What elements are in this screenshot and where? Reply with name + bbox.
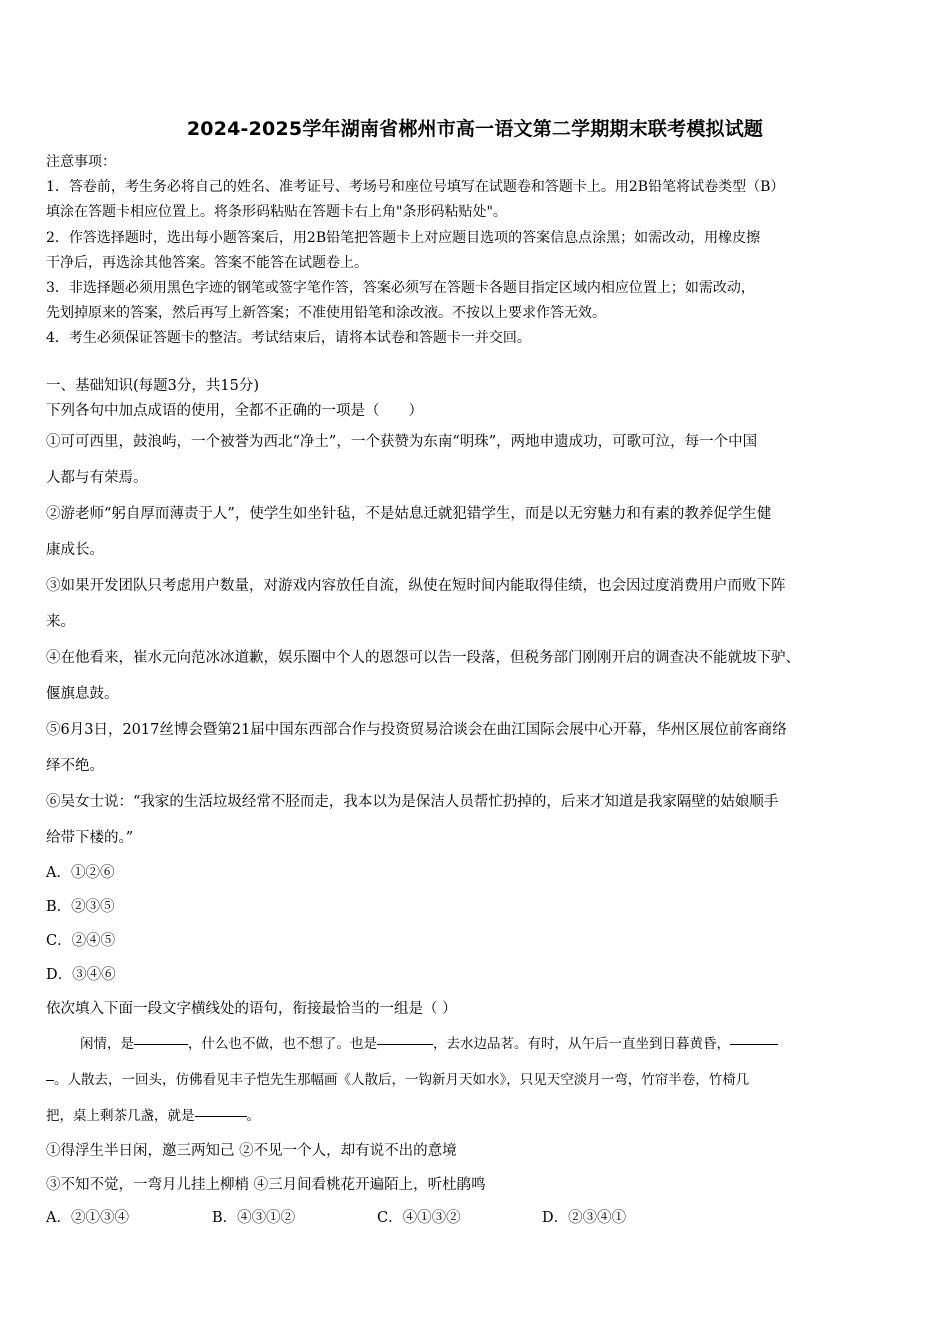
passage-text: 闲情，是 xyxy=(80,1036,134,1052)
passage-text: 把，桌上剩茶几盏，就是 xyxy=(46,1108,195,1124)
question-1-item xyxy=(46,712,908,784)
item-line: 偃旗息鼓。 xyxy=(46,686,119,702)
fill-blank xyxy=(134,1043,188,1045)
option-a[interactable]: A．①②⑥ xyxy=(46,865,115,881)
option-c[interactable]: C．②④⑤ xyxy=(46,933,116,949)
notice-section xyxy=(46,150,908,352)
question-1-item xyxy=(46,568,908,640)
fill-blank xyxy=(730,1043,778,1045)
notice-line: 填涂在答题卡相应位置上。将条形码粘贴在答题卡右上角"条形码粘贴处"。 xyxy=(46,204,507,221)
question-1-stem: 下列各句中加点成语的使用，全都不正确的一项是（ ） xyxy=(46,403,423,419)
passage-line xyxy=(46,1098,908,1134)
item-line: ④在他看来，崔水元向范冰冰道歉，娱乐圈中个人的恩怨可以告一段落，但税务部门刚刚开启的调查决不能就坡下驴、 xyxy=(46,650,800,666)
item-line: ①可可西里，鼓浪屿，一个被誉为西北“净土”，一个获赞为东南“明珠”，两地申遗成功，可歌可泣，每一个中国 xyxy=(46,434,758,450)
option-d[interactable]: D．③④⑥ xyxy=(46,967,116,983)
question-1-item xyxy=(46,496,908,568)
notice-heading: 注意事项： xyxy=(46,154,116,170)
passage-text: ，去水边品茗。有时，从午后一直坐到日暮黄昏， xyxy=(433,1036,730,1052)
item-line: 康成长。 xyxy=(46,542,104,558)
item-line: 绎不绝。 xyxy=(46,758,104,774)
item-line: 给带下楼的。” xyxy=(46,830,134,846)
fill-blank xyxy=(195,1115,247,1117)
notice-line: 干净后，再选涂其他答案。答案不能答在试题卷上。 xyxy=(46,254,368,271)
passage-text: 。人散去，一回头，仿佛看见丰子恺先生那幅画《人散后，一钩新月天如水》，只见天空淡月一弯，竹帘半卷，竹椅几 xyxy=(54,1072,750,1088)
passage-text: 。 xyxy=(246,1108,260,1124)
question-1-item xyxy=(46,640,908,712)
item-line: ②游老师“躬自厚而薄责于人”，使学生如坐针毡，不是姑息迁就犯错学生，而是以无穷魅力和有素的教养促学生健 xyxy=(46,506,772,522)
item-line: ③如果开发团队只考虑用户数量，对游戏内容放任自流，纵使在短时间内能取得佳绩，也会因过度消费用户而败下阵 xyxy=(46,578,786,594)
item-line: 来。 xyxy=(46,614,75,630)
item-line: ⑤6月3日，2017丝博会暨第21届中国东西部合作与投资贸易洽谈会在曲江国际会展中心开幕，华州区展位前客商络 xyxy=(46,722,787,738)
option-b[interactable]: B．④③①② xyxy=(212,1210,296,1226)
passage-text: ，什么也不做，也不想了。也是 xyxy=(188,1036,377,1052)
notice-line: 2．作答选择题时，选出每小题答案后，用2B铅笔把答题卡上对应题目选项的答案信息点涂黑；如需改动，用橡皮擦 xyxy=(46,229,761,246)
question-2-choices: ①得浮生半日闲，邀三两知己 ②不见一个人，却有说不出的意境 xyxy=(46,1143,457,1159)
notice-line: 1．答卷前，考生务必将自己的姓名、准考证号、考场号和座位号填写在试题卷和答题卡上。用2B铅笔将试卷类型（B） xyxy=(46,179,785,196)
question-1-item xyxy=(46,424,908,496)
option-b[interactable]: B．②③⑤ xyxy=(46,899,115,915)
fill-blank xyxy=(377,1043,433,1045)
notice-line: 3．非选择题必须用黑色字迹的钢笔或签字笔作答，答案必须写在答题卡各题目指定区域内相应位置上；如需改动， xyxy=(46,280,755,297)
question-2-stem: 依次填入下面一段文字横线处的语句，衔接最恰当的一组是（ ） xyxy=(46,1001,457,1017)
page-title: 2024-2025学年湖南省郴州市高一语文第二学期期末联考模拟试题 xyxy=(186,118,764,140)
item-line: 人都与有荣焉。 xyxy=(46,470,148,486)
section-heading: 一、基础知识(每题3分，共15分) xyxy=(46,378,259,394)
question-2-choices: ③不知不觉，一弯月儿挂上柳梢 ④三月间看桃花开遍陌上，听杜鹃鸣 xyxy=(46,1177,486,1193)
question-2-passage xyxy=(46,1026,908,1134)
notice-line: 4．考生必须保证答题卡的整洁。考试结束后，请将本试卷和答题卡一并交回。 xyxy=(46,330,531,347)
fill-blank xyxy=(46,1079,54,1081)
passage-line xyxy=(46,1026,908,1062)
item-line: ⑥吴女士说：“我家的生活垃圾经常不胫而走，我本以为是保洁人员帮忙扔掉的，后来才知道是我家隔壁的姑娘顺手 xyxy=(46,794,779,810)
option-d[interactable]: D．②③④① xyxy=(542,1210,627,1226)
notice-line: 先划掉原来的答案，然后再写上新答案；不准使用铅笔和涂改液。不按以上要求作答无效。 xyxy=(46,305,606,322)
section-basic-knowledge xyxy=(46,374,908,1234)
passage-line xyxy=(46,1062,908,1098)
question-2-options xyxy=(46,1202,908,1234)
question-1-item xyxy=(46,784,908,856)
option-c[interactable]: C．④①③② xyxy=(377,1210,461,1226)
option-a[interactable]: A．②①③④ xyxy=(46,1210,129,1226)
